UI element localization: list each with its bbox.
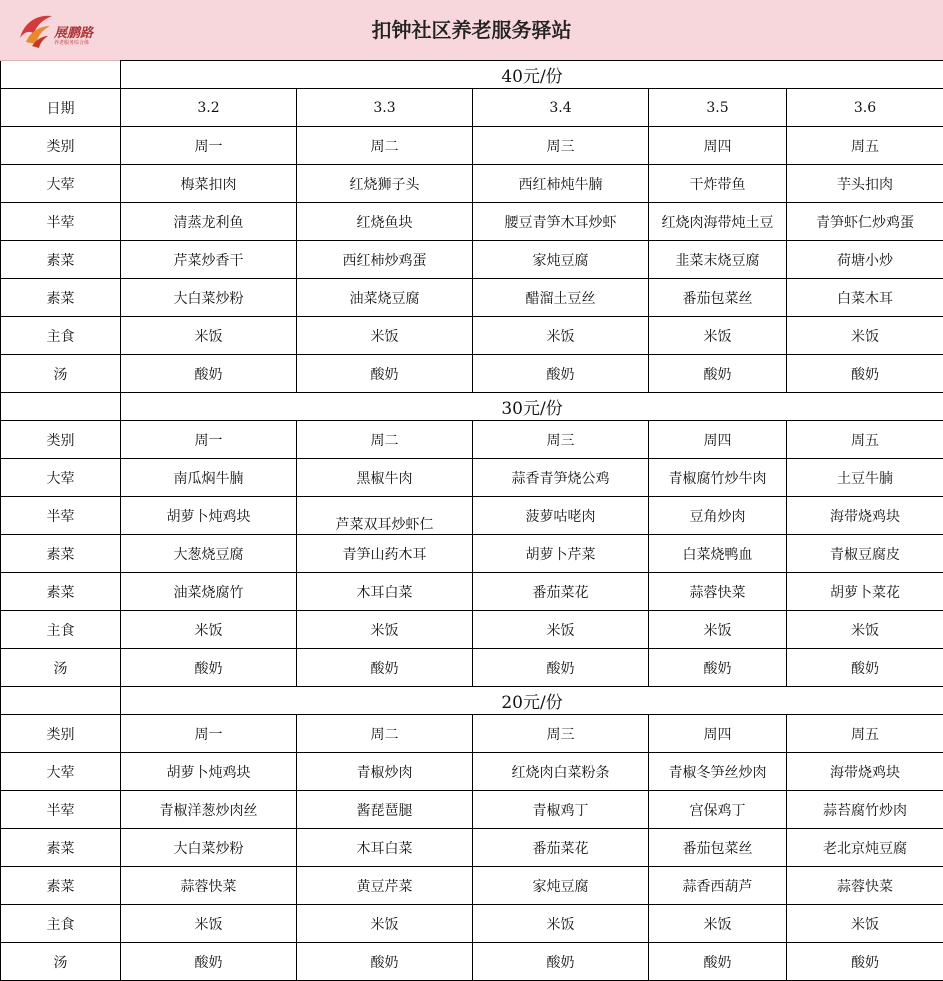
table-row <box>1 497 943 535</box>
menu-cell: 白菜烧鸭血 <box>649 535 787 573</box>
row-label: 半荤 <box>1 791 121 829</box>
menu-cell: 南瓜焖牛腩 <box>121 459 297 497</box>
price-label: 40元/份 <box>121 61 943 89</box>
menu-cell: 胡萝卜菜花 <box>787 573 943 611</box>
menu-cell: 周三 <box>473 715 649 753</box>
menu-cell: 米饭 <box>121 317 297 355</box>
menu-cell: 米饭 <box>649 905 787 943</box>
table-row <box>1 829 943 867</box>
menu-cell: 酱琵琶腿 <box>297 791 473 829</box>
table-row <box>1 905 943 943</box>
table-row <box>1 279 943 317</box>
price-header-row <box>1 393 943 421</box>
page-title: 扣钟社区养老服务驿站 <box>0 0 943 60</box>
menu-cell: 米饭 <box>649 317 787 355</box>
row-label: 素菜 <box>1 279 121 317</box>
menu-cell: 家炖豆腐 <box>473 867 649 905</box>
blank-cell <box>1 61 121 89</box>
row-label: 日期 <box>1 89 121 127</box>
menu-cell: 青笋山药木耳 <box>297 535 473 573</box>
table-row <box>1 649 943 687</box>
row-label: 素菜 <box>1 535 121 573</box>
menu-cell: 蒜香青笋烧公鸡 <box>473 459 649 497</box>
row-label: 半荤 <box>1 497 121 535</box>
menu-cell: 青笋虾仁炒鸡蛋 <box>787 203 943 241</box>
menu-cell: 酸奶 <box>473 355 649 393</box>
menu-cell: 梅菜扣肉 <box>121 165 297 203</box>
menu-cell: 土豆牛腩 <box>787 459 943 497</box>
menu-cell: 米饭 <box>121 905 297 943</box>
menu-cell: 大葱烧豆腐 <box>121 535 297 573</box>
menu-cell: 红烧肉海带炖土豆 <box>649 203 787 241</box>
menu-cell: 蒜香西葫芦 <box>649 867 787 905</box>
table-row <box>1 753 943 791</box>
menu-cell: 周四 <box>649 127 787 165</box>
menu-cell: 3.3 <box>297 89 473 127</box>
menu-cell: 3.2 <box>121 89 297 127</box>
row-label: 类别 <box>1 715 121 753</box>
menu-cell: 蒜蓉快菜 <box>121 867 297 905</box>
price-header-row <box>1 61 943 89</box>
table-row <box>1 791 943 829</box>
table-row <box>1 715 943 753</box>
menu-cell: 海带烧鸡块 <box>787 497 943 535</box>
logo-text: 展鹏路 <box>54 22 93 41</box>
row-label: 汤 <box>1 943 121 981</box>
row-label: 汤 <box>1 355 121 393</box>
menu-cell: 油菜烧豆腐 <box>297 279 473 317</box>
row-label: 主食 <box>1 611 121 649</box>
menu-table <box>0 60 943 981</box>
menu-cell: 米饭 <box>297 611 473 649</box>
menu-cell: 酸奶 <box>473 649 649 687</box>
menu-cell: 老北京炖豆腐 <box>787 829 943 867</box>
menu-cell: 周四 <box>649 715 787 753</box>
table-row <box>1 573 943 611</box>
row-label: 大荤 <box>1 165 121 203</box>
menu-cell: 腰豆青笋木耳炒虾 <box>473 203 649 241</box>
menu-cell: 清蒸龙利鱼 <box>121 203 297 241</box>
menu-cell: 青椒炒肉 <box>297 753 473 791</box>
menu-cell: 豆角炒肉 <box>649 497 787 535</box>
menu-cell: 酸奶 <box>121 649 297 687</box>
menu-cell: 木耳白菜 <box>297 829 473 867</box>
menu-cell: 大白菜炒粉 <box>121 279 297 317</box>
row-label: 素菜 <box>1 573 121 611</box>
menu-cell: 酸奶 <box>297 943 473 981</box>
menu-cell: 黄豆芹菜 <box>297 867 473 905</box>
menu-cell: 3.5 <box>649 89 787 127</box>
row-label: 类别 <box>1 127 121 165</box>
menu-cell: 黑椒牛肉 <box>297 459 473 497</box>
table-row <box>1 421 943 459</box>
menu-cell: 番茄包菜丝 <box>649 279 787 317</box>
row-label: 汤 <box>1 649 121 687</box>
menu-cell: 红烧肉白菜粉条 <box>473 753 649 791</box>
menu-cell: 青椒豆腐皮 <box>787 535 943 573</box>
blank-cell <box>1 393 121 421</box>
menu-cell: 米饭 <box>297 905 473 943</box>
menu-cell: 家炖豆腐 <box>473 241 649 279</box>
menu-cell: 红烧鱼块 <box>297 203 473 241</box>
menu-cell: 3.4 <box>473 89 649 127</box>
menu-cell: 米饭 <box>473 905 649 943</box>
price-label: 20元/份 <box>121 687 943 715</box>
row-label: 大荤 <box>1 459 121 497</box>
table-row <box>1 943 943 981</box>
page-header <box>0 0 943 61</box>
menu-cell: 周二 <box>297 421 473 459</box>
row-label: 素菜 <box>1 867 121 905</box>
row-label: 素菜 <box>1 829 121 867</box>
row-label: 素菜 <box>1 241 121 279</box>
menu-cell: 周二 <box>297 715 473 753</box>
menu-cell: 米饭 <box>787 611 943 649</box>
price-header-row <box>1 687 943 715</box>
menu-cell: 荷塘小炒 <box>787 241 943 279</box>
menu-cell: 干炸带鱼 <box>649 165 787 203</box>
menu-cell: 青椒洋葱炒肉丝 <box>121 791 297 829</box>
menu-cell: 青椒鸡丁 <box>473 791 649 829</box>
menu-cell: 周五 <box>787 421 943 459</box>
menu-cell: 芹菜炒香干 <box>121 241 297 279</box>
menu-cell: 周一 <box>121 715 297 753</box>
menu-cell: 胡萝卜炖鸡块 <box>121 497 297 535</box>
menu-cell: 青椒冬笋丝炒肉 <box>649 753 787 791</box>
menu-cell: 木耳白菜 <box>297 573 473 611</box>
menu-cell: 米饭 <box>787 317 943 355</box>
logo-subtext: 养老服务综合体 <box>54 39 89 46</box>
row-label: 类别 <box>1 421 121 459</box>
row-label: 大荤 <box>1 753 121 791</box>
menu-cell: 芦菜双耳炒虾仁 <box>297 497 473 535</box>
menu-cell: 海带烧鸡块 <box>787 753 943 791</box>
menu-cell: 周五 <box>787 127 943 165</box>
menu-cell: 米饭 <box>787 905 943 943</box>
menu-cell: 周五 <box>787 715 943 753</box>
menu-cell: 西红柿炒鸡蛋 <box>297 241 473 279</box>
menu-cell: 酸奶 <box>121 355 297 393</box>
menu-cell: 3.6 <box>787 89 943 127</box>
table-row <box>1 355 943 393</box>
menu-cell: 蒜苔腐竹炒肉 <box>787 791 943 829</box>
table-row <box>1 611 943 649</box>
menu-cell: 酸奶 <box>787 649 943 687</box>
menu-cell: 酸奶 <box>787 355 943 393</box>
menu-cell: 周一 <box>121 421 297 459</box>
menu-cell: 米饭 <box>649 611 787 649</box>
menu-cell: 白菜木耳 <box>787 279 943 317</box>
menu-cell: 米饭 <box>297 317 473 355</box>
table-row <box>1 241 943 279</box>
menu-cell: 菠萝咕咾肉 <box>473 497 649 535</box>
menu-cell: 蒜蓉快菜 <box>787 867 943 905</box>
menu-cell: 宫保鸡丁 <box>649 791 787 829</box>
menu-cell: 油菜烧腐竹 <box>121 573 297 611</box>
menu-cell: 芋头扣肉 <box>787 165 943 203</box>
price-label: 30元/份 <box>121 393 943 421</box>
menu-cell: 西红柿炖牛腩 <box>473 165 649 203</box>
table-row <box>1 459 943 497</box>
menu-cell: 韭菜末烧豆腐 <box>649 241 787 279</box>
menu-cell: 胡萝卜芹菜 <box>473 535 649 573</box>
table-row <box>1 127 943 165</box>
menu-cell: 番茄包菜丝 <box>649 829 787 867</box>
table-row <box>1 165 943 203</box>
menu-cell: 番茄菜花 <box>473 573 649 611</box>
menu-cell: 周一 <box>121 127 297 165</box>
row-label: 半荤 <box>1 203 121 241</box>
menu-cell: 青椒腐竹炒牛肉 <box>649 459 787 497</box>
menu-cell: 蒜蓉快菜 <box>649 573 787 611</box>
blank-cell <box>1 687 121 715</box>
menu-cell: 番茄菜花 <box>473 829 649 867</box>
menu-cell: 酸奶 <box>297 649 473 687</box>
menu-cell: 酸奶 <box>121 943 297 981</box>
menu-cell: 大白菜炒粉 <box>121 829 297 867</box>
menu-cell: 米饭 <box>121 611 297 649</box>
row-label: 主食 <box>1 905 121 943</box>
menu-cell: 酸奶 <box>297 355 473 393</box>
menu-cell: 周三 <box>473 127 649 165</box>
menu-cell: 酸奶 <box>649 355 787 393</box>
table-row <box>1 867 943 905</box>
row-label: 主食 <box>1 317 121 355</box>
menu-cell: 酸奶 <box>787 943 943 981</box>
menu-cell: 酸奶 <box>649 943 787 981</box>
menu-cell: 胡萝卜炖鸡块 <box>121 753 297 791</box>
menu-cell: 周四 <box>649 421 787 459</box>
menu-cell: 周三 <box>473 421 649 459</box>
table-row <box>1 89 943 127</box>
menu-cell: 米饭 <box>473 317 649 355</box>
menu-cell: 醋溜土豆丝 <box>473 279 649 317</box>
table-row <box>1 535 943 573</box>
menu-cell: 周二 <box>297 127 473 165</box>
menu-cell: 酸奶 <box>473 943 649 981</box>
menu-cell: 米饭 <box>473 611 649 649</box>
menu-cell: 红烧狮子头 <box>297 165 473 203</box>
menu-cell: 酸奶 <box>649 649 787 687</box>
table-row <box>1 203 943 241</box>
table-row <box>1 317 943 355</box>
